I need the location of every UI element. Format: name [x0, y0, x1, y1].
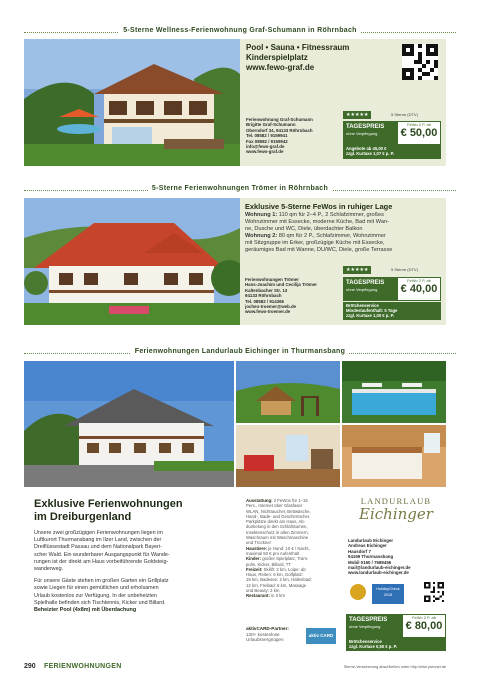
- body-line: Unsere zwei großzügigen Ferienwohnungen liegen im: [34, 530, 163, 536]
- headline-line: Kinderspielplatz: [246, 53, 308, 62]
- body-line: Spielhalle befinden sich Tischtennis, Kicker und Billard.: [34, 599, 166, 606]
- feature-bold: Freizeit:: [246, 566, 263, 572]
- feature-text: dunkelung in den Schlafräumen,: [246, 524, 308, 530]
- email-link[interactable]: info@fewo-graf.de: [246, 144, 285, 150]
- desc-text: 80 qm für 2 P., Schlafzimmer, Wohnzimmer: [277, 233, 386, 239]
- tagespreis-box: [343, 121, 397, 145]
- price-value: € 50,00: [400, 127, 438, 139]
- desc-text: ne, Dusche und WC, Diele, überdachter Balkon: [245, 226, 363, 232]
- qr-code-icon[interactable]: [424, 582, 444, 602]
- desc-line: [245, 247, 445, 254]
- offer-band: [346, 638, 446, 651]
- footer-note: Sterne-Versicherung abschließen unter http://eise.putonet.de: [343, 665, 446, 669]
- dtv-label: 5 Sterne (DTV): [391, 112, 418, 117]
- holidaycheck-badge: [372, 584, 404, 604]
- feature-text: Skilift: 2 km, Loipe: ab: [262, 566, 306, 572]
- feature-text: und Trockner: [246, 540, 272, 546]
- body-line: sowie Liegen für einen gemütlichen und erholsamen: [34, 585, 159, 592]
- feature-bold: Haustiere:: [246, 545, 268, 551]
- feature-text: Hand-, Bade- und Geschirrtücher,: [246, 513, 311, 519]
- address-name: Ferienwohnung Graf-Schumann: [246, 117, 313, 122]
- dtv-label: 5 Sterne (DTV): [391, 267, 418, 272]
- verpflegung-label: ohne Verpflegung: [346, 287, 378, 292]
- headline-line: Exklusive Ferienwohnungen: [34, 498, 183, 510]
- price-value: € 80,00: [405, 620, 443, 632]
- fax: Fax 08582 / 9159942: [246, 138, 288, 144]
- offer-band: [343, 145, 441, 159]
- section1-title: 5-Sterne Wellness-Ferienwohnung Graf-Schumann in Röhrnbach: [24, 27, 456, 37]
- aktivcard-logo: aktiv CARD: [306, 628, 336, 644]
- rating-stars: ★★★★★: [343, 111, 371, 119]
- verpflegung-label: ohne Verpflegung: [349, 624, 381, 629]
- desc-line: [245, 212, 445, 219]
- phone: Mobil 0160 / 7689456: [348, 559, 392, 565]
- offer-line: Brötchenservice: [349, 639, 382, 644]
- eichinger-address: [348, 538, 448, 576]
- aktivcard-label: aktivCARD-Partner:: [246, 626, 289, 631]
- feature-text: und Beauty: 2 km: [246, 588, 280, 594]
- troemer-house-photo: [24, 198, 240, 325]
- bedroom-photo: [342, 425, 446, 487]
- desc-line: [245, 226, 445, 233]
- playground-photo: [236, 361, 340, 423]
- qr-code-icon[interactable]: [402, 44, 438, 80]
- badge-text: HolidayCheck: [376, 587, 400, 591]
- feature-text: in 3 km: [269, 593, 285, 599]
- tagespreis-box: [343, 277, 397, 301]
- email-link[interactable]: jochen-troemer@web.de: [245, 304, 297, 310]
- badge-year: 2018: [383, 593, 393, 597]
- desc-text: mit Sitzgruppe im Erker, großzügige Küche mit Essecke,: [245, 240, 385, 246]
- aktivcard-line: Urlaubsvergnügen: [246, 637, 284, 643]
- page-number: 290: [24, 663, 36, 670]
- address-name: Ferienwohnungen Trömer: [245, 277, 299, 282]
- website-link[interactable]: www.fewo-graf.de: [246, 63, 315, 72]
- feature-text: 2 FeWos für 1–15: [272, 498, 308, 503]
- feature-bold: Restaurant:: [246, 593, 270, 599]
- troemer-headline: Exklusive 5-Sterne FeWos in ruhiger Lage: [245, 202, 393, 211]
- desc-text: geräumiges Bad mit Wanne, DU/WC, Diele, große Terrasse: [245, 247, 393, 253]
- tagespreis-box: [346, 614, 402, 638]
- body-line: wanderweg.: [34, 566, 64, 573]
- address-line: 94133 Röhrnbach: [245, 293, 282, 299]
- price-box: [397, 121, 441, 145]
- tagespreis-label: TAGESPREIS: [346, 124, 385, 130]
- logo-script-text: Eichinger: [359, 505, 433, 523]
- address-name: Landurlaub Eichinger: [348, 538, 394, 543]
- price-box: [402, 614, 446, 638]
- address-line: Brigitte Graf-Schumann: [246, 122, 296, 128]
- section3-title: Ferienwohnungen Landurlaub Eichinger in Thurmansbang: [24, 348, 456, 358]
- footer-section: FERIENWOHNUNGEN: [44, 663, 122, 670]
- living-room-photo: [236, 425, 340, 487]
- body-line: Dreiflüssestadt Passau und dem Nationalpark Bayeri-: [34, 544, 162, 551]
- desc-text: Wohnzimmer mit Essecke, moderne Küche, Bad mit Wan-: [245, 219, 389, 225]
- website-link[interactable]: www.landurlaub-eichinger.de: [348, 570, 409, 576]
- feature-text: Haus, Reiten: 6 km, Golfplatz:: [246, 572, 304, 578]
- desc-line: [245, 240, 445, 247]
- address-line: Oberndorf 34, 94133 Röhrnbach: [246, 127, 313, 133]
- feature-text: 15 km, Badesee: 2 km, Hallenbad:: [246, 577, 312, 583]
- graf-schumann-card: [240, 39, 446, 166]
- landurlaub-logo: [346, 496, 446, 522]
- price-value: € 40,00: [400, 283, 438, 295]
- feature-bold: Ausstattung:: [246, 498, 273, 503]
- award-seal-icon: [350, 584, 366, 600]
- graf-schumann-house-photo: [24, 39, 240, 166]
- price-box: [397, 277, 441, 301]
- phone: Tel. 08582 / 9159941: [246, 133, 288, 139]
- tagespreis-label: TAGESPREIS: [346, 280, 385, 286]
- aktivcard-block: [246, 626, 306, 643]
- feature-text: je Hund: 10 € / Nacht,: [267, 545, 310, 551]
- feature-text: Parkplätze direkt am Haus, Ab-: [246, 519, 306, 525]
- desc-line: [245, 219, 445, 226]
- logo-top-text: LANDURLAUB: [360, 496, 432, 506]
- feature-text: WLAN, Nichtraucher, Bettwäsche,: [246, 508, 311, 514]
- headline-line: im Dreiburgenland: [34, 511, 132, 523]
- offer-line: zzgl. Kurtaxe 1,07 € p. P.: [346, 151, 395, 156]
- body-line: scher Wald. Ein wunderbarer Ausgangspunkt für Wande-: [34, 551, 170, 558]
- address-line: Hausdorf 7: [348, 548, 371, 554]
- address-line: 94169 Thurmansbang: [348, 554, 394, 560]
- section2-title: 5-Sterne Ferienwohnungen Trömer in Röhrnbach: [24, 185, 456, 195]
- troemer-card: [240, 198, 446, 325]
- offer-line: zzgl. Kurtaxe 0,50 € p. P.: [349, 644, 398, 649]
- desc-bold: Wohnung 1:: [245, 212, 278, 218]
- price-label: FeWo 2 P. ab: [412, 615, 436, 620]
- feature-text: Pers., Internet über Glasfaser: [246, 503, 303, 509]
- eichinger-body: [34, 530, 238, 614]
- body-line: rungen ist der direkt am Haus vorbeiführende Goldsteig-: [34, 558, 169, 565]
- offer-line: Angebote ab 45,00 €: [346, 146, 387, 151]
- feature-text: Insektenschutz in allen Zimmern,: [246, 529, 309, 535]
- body-line: Für unsere Gäste stehen im großen Garten ein Grillplatz: [34, 578, 169, 585]
- offer-line: zzgl. Kurtaxe 1,00 € p. P.: [346, 313, 395, 318]
- address-line: Hans-Joachim und Cecilija Trömer: [245, 282, 317, 288]
- rating-stars: ★★★★★: [343, 266, 371, 274]
- desc-text: 110 qm für 2–4 P., 2 Schlafzimmer, großes: [277, 212, 384, 218]
- pool-photo: [342, 361, 446, 423]
- offer-band: [343, 302, 441, 320]
- price-label: FeWo 2 P. ab: [407, 278, 431, 283]
- offer-line: Mindestaufenthalt: 5 Tage: [346, 308, 398, 313]
- feature-text: 12 km, Freibad: 6 km, Massage: [246, 582, 307, 588]
- feature-bold: Kinder:: [246, 556, 262, 562]
- address-line: Kaltenbacher Str. 13: [245, 287, 288, 293]
- verpflegung-label: ohne Verpflegung: [346, 131, 378, 136]
- feature-text: maximal 50 € pro Aufenthalt: [246, 550, 300, 556]
- offer-line: Brötchenservice: [346, 303, 379, 308]
- tagespreis-label: TAGESPREIS: [349, 617, 388, 623]
- desc-bold: Wohnung 2:: [245, 233, 278, 239]
- features-list: [246, 498, 338, 599]
- feature-text: polin, Kicker, Billard, TT: [246, 561, 292, 567]
- website-link[interactable]: www.fewo-troemer.de: [245, 309, 291, 315]
- eichinger-headline: [34, 498, 234, 524]
- feature-text: großer Spielplatz, Tram-: [261, 556, 309, 562]
- email-link[interactable]: mail@landurlaub-eichinger.de: [348, 565, 411, 571]
- eichinger-house-photo: [24, 361, 234, 487]
- phone: Tel. 08582 / 914365: [245, 298, 284, 304]
- body-line: Urlaub kostenlos zur Verfügung. In der unbeheizten: [34, 592, 157, 599]
- aktivcard-line: 130+ kostenlose: [246, 631, 280, 637]
- address-line: Andreas Eichinger: [348, 543, 387, 549]
- desc-line: [245, 233, 445, 240]
- pool-highlight: Beheizter Pool (4x8m) mit Überdachung: [34, 607, 137, 614]
- headline-line: Pool • Sauna • Fitnessraum: [246, 43, 350, 52]
- price-label: FeWo 2 P. ab: [407, 122, 431, 127]
- website-link[interactable]: www.fewo-graf.de: [246, 149, 284, 155]
- body-line: Luftkurort Thurmansbang im Ilzer Land, zwischen der: [34, 537, 162, 544]
- feature-text: Waschraum mit Waschmaschine: [246, 535, 309, 541]
